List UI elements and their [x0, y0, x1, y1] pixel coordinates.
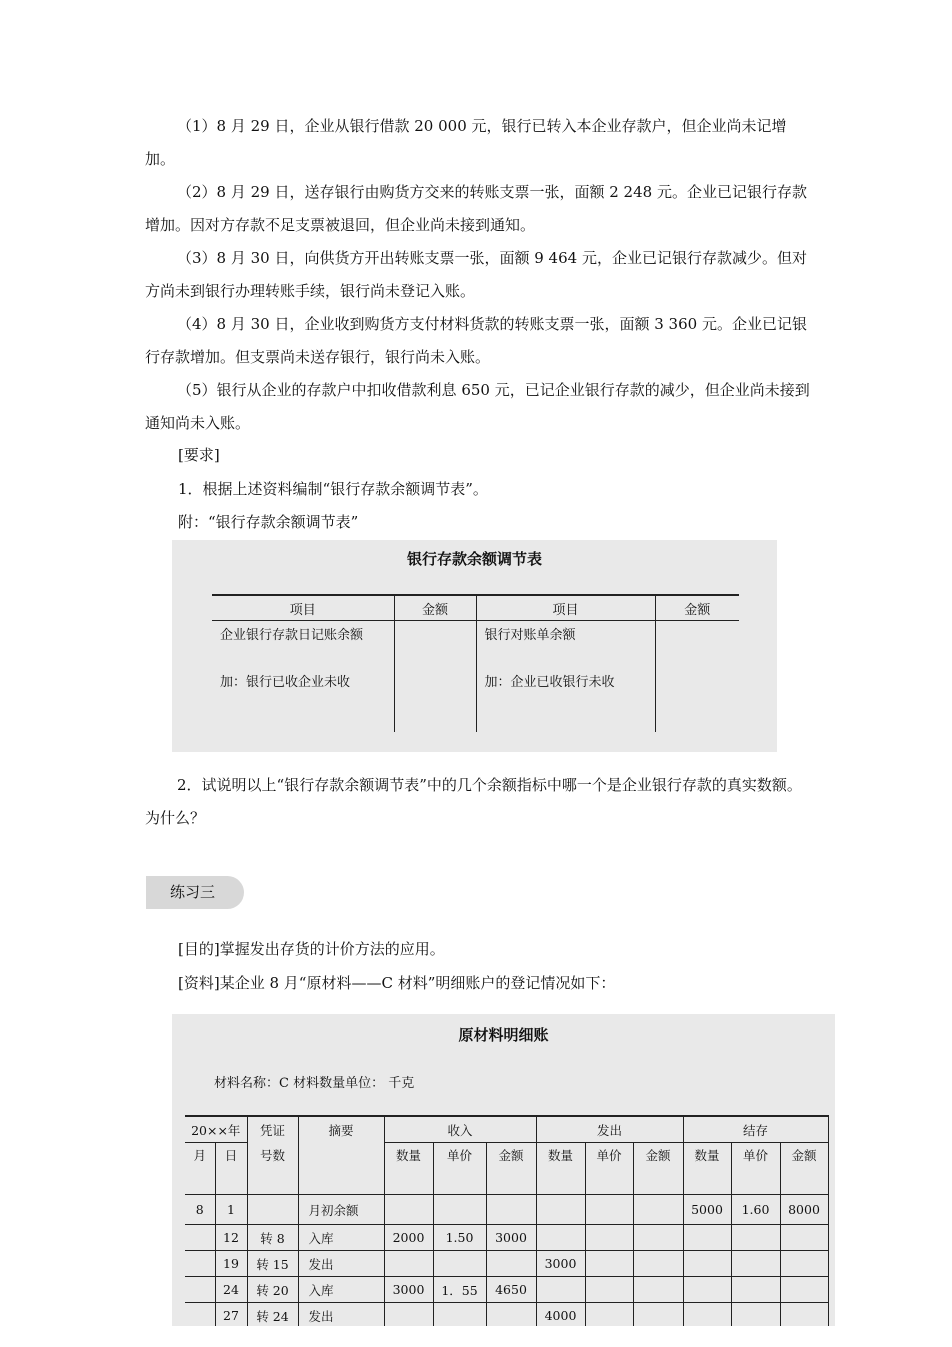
paragraph-1: （1）8 月 29 日，企业从银行借款 20 000 元，银行已转入本企业存款户，但企业尚未记增加。 — [145, 117, 787, 168]
ledger-cell-in-price — [433, 1303, 486, 1327]
ledger-cell-day: 24 — [215, 1277, 247, 1303]
ledger-cell-out-amount — [633, 1251, 683, 1277]
ledger-cell-bal-qty — [683, 1225, 731, 1251]
ledger-cell-voucher: 转 8 — [247, 1225, 298, 1251]
purpose-line: [目的]掌握发出存货的计价方法的应用。 — [178, 940, 445, 958]
ledger-header-day: 日 — [215, 1143, 247, 1195]
ledger-cell-in-amount — [486, 1251, 536, 1277]
recon-table-box — [172, 540, 777, 752]
paragraph-3: （3）8 月 30 日，向供货方开出转账支票一张，面额 9 464 元，企业已记银行存款减少。但对方尚未到银行办理转账手续，银行尚未登记入账。 — [145, 249, 807, 300]
ledger-header-month: 月 — [185, 1143, 215, 1195]
ledger-cell-out-qty — [536, 1277, 585, 1303]
ledger-cell-voucher: 转 24 — [247, 1303, 298, 1327]
exercise-3-label: 练习三 — [146, 876, 244, 909]
ledger-table — [185, 1115, 829, 1326]
ledger-cell-in-price — [433, 1195, 486, 1225]
ledger-cell-bal-price — [731, 1303, 780, 1327]
recon-row1-right: 银行对账单余额 — [476, 621, 655, 669]
ledger-cell-bal-qty — [683, 1251, 731, 1277]
ledger-meta: 材料名称：C 材料数量单位： 千克 — [214, 1076, 415, 1091]
ledger-cell-bal-price — [731, 1225, 780, 1251]
ledger-cell-in-amount — [486, 1303, 536, 1327]
ledger-cell-out-price — [585, 1195, 633, 1225]
recon-header-amount-right: 金额 — [655, 595, 739, 621]
ledger-cell-summary: 发出 — [298, 1303, 384, 1327]
ledger-cell-voucher: 转 15 — [247, 1251, 298, 1277]
ledger-cell-out-price — [585, 1277, 633, 1303]
ledger-header-voucher: 凭证 — [247, 1116, 298, 1143]
ledger-cell-bal-price — [731, 1277, 780, 1303]
ledger-cell-day: 12 — [215, 1225, 247, 1251]
ledger-cell-in-qty: 2000 — [384, 1225, 433, 1251]
ledger-cell-bal-amount — [780, 1225, 828, 1251]
recon-row1-amount-left — [394, 621, 476, 669]
ledger-cell-bal-amount: 8000 — [780, 1195, 828, 1225]
ledger-cell-in-price — [433, 1251, 486, 1277]
ledger-header-out-price: 单价 — [585, 1143, 633, 1195]
ledger-cell-bal-amount — [780, 1251, 828, 1277]
ledger-cell-out-price — [585, 1225, 633, 1251]
ledger-header-in: 收入 — [384, 1116, 536, 1143]
ledger-cell-in-qty — [384, 1303, 433, 1327]
recon-header-item-right: 项目 — [476, 595, 655, 621]
recon-table — [212, 594, 739, 732]
ledger-cell-out-amount — [633, 1225, 683, 1251]
ledger-cell-summary: 入库 — [298, 1277, 384, 1303]
ledger-cell-voucher: 转 20 — [247, 1277, 298, 1303]
paragraph-5: （5）银行从企业的存款户中扣收借款利息 650 元，已记企业银行存款的减少，但企业尚未接到通知尚未入账。 — [145, 381, 810, 432]
attachment-note: 附：“银行存款余额调节表” — [178, 513, 359, 531]
ledger-header-out-amount: 金额 — [633, 1143, 683, 1195]
ledger-header-in-amount: 金额 — [486, 1143, 536, 1195]
ledger-header-out-qty: 数量 — [536, 1143, 585, 1195]
ledger-cell-in-qty — [384, 1251, 433, 1277]
ledger-box — [172, 1014, 835, 1326]
ledger-row — [185, 1303, 828, 1327]
ledger-cell-in-price: 1.50 — [433, 1225, 486, 1251]
ledger-cell-in-qty: 3000 — [384, 1277, 433, 1303]
ledger-cell-month: 8 — [185, 1195, 215, 1225]
ledger-cell-out-amount — [633, 1195, 683, 1225]
ledger-header-balance: 结存 — [683, 1116, 828, 1143]
ledger-row — [185, 1195, 828, 1225]
ledger-cell-bal-qty — [683, 1277, 731, 1303]
ledger-cell-summary: 入库 — [298, 1225, 384, 1251]
recon-header-item-left: 项目 — [212, 595, 394, 621]
ledger-cell-out-qty — [536, 1195, 585, 1225]
ledger-cell-in-qty — [384, 1195, 433, 1225]
ledger-cell-bal-qty: 5000 — [683, 1195, 731, 1225]
recon-row1-amount-right — [655, 621, 739, 669]
ledger-cell-out-price — [585, 1251, 633, 1277]
ledger-header-year: 20××年 — [185, 1116, 247, 1143]
ledger-cell-month — [185, 1251, 215, 1277]
ledger-header-summary: 摘要 — [298, 1116, 384, 1195]
ledger-row — [185, 1251, 828, 1277]
requirement-label: [要求] — [178, 446, 220, 464]
paragraph-2: （2）8 月 29 日，送存银行由购货方交来的转账支票一张，面额 2 248 元。企业已记银行存款增加。因对方存款不足支票被退回，但企业尚未接到通知。 — [145, 183, 807, 234]
ledger-cell-out-qty: 4000 — [536, 1303, 585, 1327]
ledger-cell-day: 27 — [215, 1303, 247, 1327]
requirement-2: 2．试说明以上“银行存款余额调节表”中的几个余额指标中哪一个是企业银行存款的真实数额。为什么？ — [145, 776, 802, 827]
ledger-cell-out-qty: 3000 — [536, 1251, 585, 1277]
ledger-cell-in-price: 1．55 — [433, 1277, 486, 1303]
ledger-cell-bal-qty — [683, 1303, 731, 1327]
ledger-cell-in-amount: 3000 — [486, 1225, 536, 1251]
ledger-header-out: 发出 — [536, 1116, 683, 1143]
ledger-header-bal-price: 单价 — [731, 1143, 780, 1195]
requirement-1: 1．根据上述资料编制“银行存款余额调节表”。 — [178, 480, 488, 498]
paragraph-4: （4）8 月 30 日，企业收到购货方支付材料货款的转账支票一张，面额 3 360 元。企业已记银行存款增加。但支票尚未送存银行，银行尚未入账。 — [145, 315, 807, 366]
ledger-cell-in-amount: 4650 — [486, 1277, 536, 1303]
ledger-title: 原材料明细账 — [458, 1026, 549, 1044]
ledger-cell-month — [185, 1303, 215, 1327]
material-line: [资料]某企业 8 月“原材料——C 材料”明细账户的登记情况如下： — [178, 974, 616, 992]
ledger-cell-out-price — [585, 1303, 633, 1327]
ledger-cell-bal-amount — [780, 1303, 828, 1327]
recon-table-title: 银行存款余额调节表 — [406, 550, 542, 568]
ledger-cell-out-qty — [536, 1225, 585, 1251]
ledger-cell-out-amount — [633, 1277, 683, 1303]
ledger-header-voucher-no: 号数 — [247, 1143, 298, 1195]
ledger-row — [185, 1225, 828, 1251]
ledger-header-in-price: 单价 — [433, 1143, 486, 1195]
ledger-cell-out-amount — [633, 1303, 683, 1327]
ledger-cell-day: 19 — [215, 1251, 247, 1277]
ledger-cell-bal-price — [731, 1251, 780, 1277]
recon-row2-left: 加：银行已收企业未收 — [220, 675, 351, 690]
ledger-cell-month — [185, 1225, 215, 1251]
ledger-cell-day: 1 — [215, 1195, 247, 1225]
ledger-cell-month — [185, 1277, 215, 1303]
ledger-header-bal-amount: 金额 — [780, 1143, 828, 1195]
ledger-header-bal-qty: 数量 — [683, 1143, 731, 1195]
recon-row2-amount-right — [655, 668, 739, 732]
ledger-cell-voucher — [247, 1195, 298, 1225]
ledger-header-in-qty: 数量 — [384, 1143, 433, 1195]
ledger-cell-in-amount — [486, 1195, 536, 1225]
recon-row2-right: 加：企业已收银行未收 — [476, 668, 655, 732]
recon-row2-amount-left — [394, 668, 476, 732]
ledger-row — [185, 1277, 828, 1303]
ledger-cell-bal-price: 1.60 — [731, 1195, 780, 1225]
ledger-cell-bal-amount — [780, 1277, 828, 1303]
recon-header-amount-left: 金额 — [394, 595, 476, 621]
recon-row1-left: 企业银行存款日记账余额 — [220, 628, 364, 643]
ledger-cell-summary: 发出 — [298, 1251, 384, 1277]
ledger-cell-summary: 月初余额 — [298, 1195, 384, 1225]
